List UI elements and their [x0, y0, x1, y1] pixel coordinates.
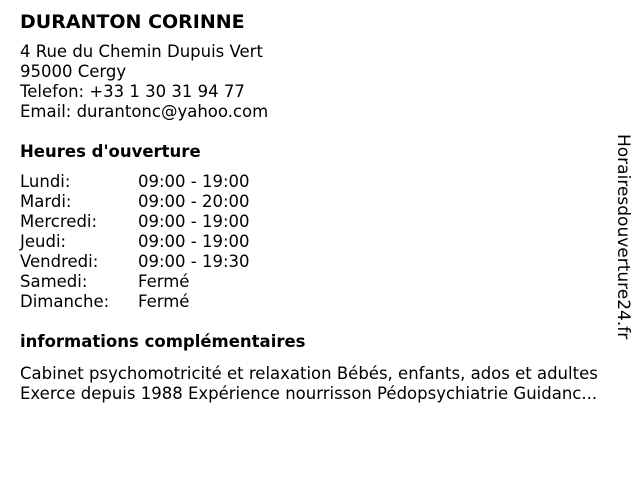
hours-day: Dimanche:	[20, 292, 110, 311]
hours-day: Mardi:	[20, 192, 72, 211]
hours-row	[20, 252, 620, 272]
business-name: DURANTON CORINNE	[20, 11, 245, 33]
hours-row	[20, 192, 620, 212]
hours-value: 09:00 - 19:00	[138, 212, 250, 231]
phone-number: Telefon: +33 1 30 31 94 77	[20, 82, 245, 101]
hours-day: Jeudi:	[20, 232, 67, 251]
hours-value: 09:00 - 20:00	[138, 192, 250, 211]
hours-value: 09:00 - 19:00	[138, 232, 250, 251]
hours-row	[20, 232, 620, 252]
address-line-2: 95000 Cergy	[20, 62, 127, 81]
site-watermark: Horairesdouverture24.fr	[613, 134, 633, 340]
hours-row	[20, 212, 620, 232]
hours-row	[20, 172, 620, 192]
hours-day: Mercredi:	[20, 212, 98, 231]
hours-value: 09:00 - 19:30	[138, 252, 250, 271]
email-address: Email: durantonc@yahoo.com	[20, 102, 269, 121]
additional-info-title: informations complémentaires	[20, 332, 306, 351]
hours-day: Lundi:	[20, 172, 71, 191]
additional-info-line-1: Cabinet psychomotricité et relaxation Bébés, enfants, ados et adultes	[20, 364, 598, 383]
additional-info-line-2: Exerce depuis 1988 Expérience nourrisson Pédopsychiatrie Guidanc...	[20, 384, 598, 403]
business-card	[20, 10, 620, 404]
hours-value: 09:00 - 19:00	[138, 172, 250, 191]
hours-day: Samedi:	[20, 272, 88, 291]
address-line-1: 4 Rue du Chemin Dupuis Vert	[20, 42, 263, 61]
hours-value: Fermé	[138, 292, 190, 311]
hours-value: Fermé	[138, 272, 190, 291]
hours-row	[20, 272, 620, 292]
hours-day: Vendredi:	[20, 252, 99, 271]
hours-row	[20, 292, 620, 312]
opening-hours-table	[20, 172, 620, 312]
opening-hours-title: Heures d'ouverture	[20, 142, 201, 161]
